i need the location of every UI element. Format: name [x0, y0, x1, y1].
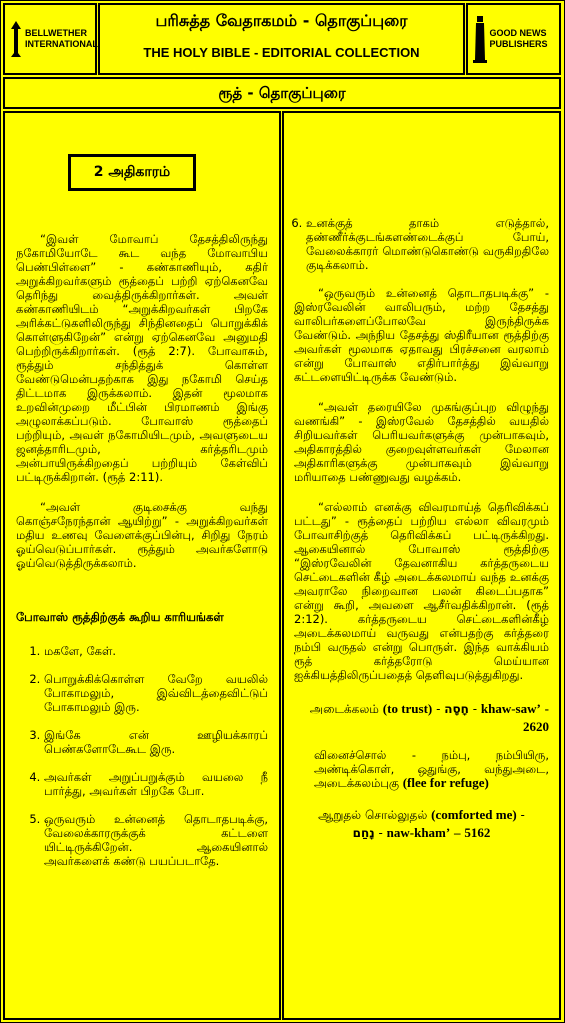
- word-english: (comforted me): [431, 807, 517, 822]
- word-study-trust: அடைக்கலம் (to trust) - חָסָה - khaw-saw’ - 2620: [309, 701, 549, 734]
- right-paragraph: “ஒருவரும் உன்னைத் தொடாதபடிக்கு” - இஸ்ரவேலின் வாலிபரும், மற்ற தேசத்து வாலிபர்களைப்போலவே இருந்திருக்க வேண்டும். அந்நிய தேசத்து ஸ்திரீயான ரூத்திற்கு அவர்கள் மூலமாக ஏதாவது பிரச்சனை வரலாம் என்று போவாஸ் எதிர்பார்த்து இவ்வாறு கட்டளையிட்டிருக்க வேண்டும்.: [294, 286, 549, 384]
- chapter-label: 2 அதிகாரம்: [68, 154, 196, 191]
- word-tamil: அடைக்கலம்: [309, 702, 379, 716]
- word-tamil: ஆறுதல் சொல்லுதல்: [318, 808, 428, 822]
- list-heading: போவாஸ் ரூத்திற்குக் கூறிய காரியங்கள்: [16, 610, 224, 624]
- strongs-number: 5162: [464, 825, 491, 840]
- strongs-number: 2620: [523, 719, 549, 734]
- bellwether-logo: [3, 3, 97, 75]
- left-logo-text: BELLWETHER INTERNATIONAL: [25, 28, 98, 49]
- list-item: 4. அவர்கள் அறுப்பறுக்கும் வயலை நீ பார்த்து, அவர்கள் பிறகே போ.: [44, 770, 268, 798]
- good-news-logo: [466, 3, 561, 75]
- word-hebrew: נָחַם: [352, 826, 375, 840]
- right-logo-text: GOOD NEWS PUBLISHERS: [489, 28, 548, 49]
- title-english: THE HOLY BIBLE - EDITORIAL COLLECTION: [143, 45, 420, 60]
- title-tamil: பரிசுத்த வேதாகமம் - தொகுப்புரை: [155, 11, 408, 30]
- list-item: 6. உனக்குத் தாகம் எடுத்தால், தண்ணீர்க்குடங்களண்டைக்குப் போய், வேலைக்காரர் மொண்டுகொண்டு வருகிறதிலே குடிக்கலாம்.: [306, 216, 549, 272]
- gramophone-icon: [9, 19, 23, 59]
- word-transliteration: khaw-saw’: [480, 701, 541, 716]
- book-subtitle: ரூத் - தொகுப்புரை: [3, 77, 561, 109]
- word-english: (to trust): [382, 701, 433, 716]
- left-paragraph: “இவள் மோவாப் தேசத்திலிருந்து நகோமியோடே கூட வந்த மோவாபிய பெண்பிள்ளை” - கண்காணியும், கதிர் அறுக்கிறவர்களும் ரூத்தைப் பற்றி ஏற்கெனவே தெரிந்து வைத்திருக்கிறார்கள். அவள் கண்காணியிடம் “அறுக்கிறவர்கள் பிறகே அரிக்கட்டுகளிலிருந்து சிந்தினதைப் பொறுக்கிக் கொள்ளுகிறேன்” என்று ஏற்கெனவே அனுமதி பெற்றிருக்கிறார்கள். (ரூத் 2:7). போவாசும், ரூத்தும் சந்தித்துக் கொள்ள வேண்டுமென்பதற்காக இது நகோமி செய்த திட்டமாக இருக்கலாம். இதன் மூலமாக உறவின்முறை மீட்பின் பிரமாணம் இங்கு அழுலாக்கப்படும். போவாஸ் ரூத்தைப் பற்றியும், அவள் நகோமியிடமும், அவளுடைய ஜனத்தாரிடமும், கர்த்தரிடமும் அன்பாயிருக்கிறதைப் பற்றியும் கேள்விப் பட்டிருக்கிறான். (ரூத் 2:11).: [16, 232, 268, 484]
- list-item: 2. பொறுக்கிக்கொள்ள வேறே வயலில் போகாமலும், இவ்விடத்தைவிட்டுப் போகாமலும் இரு.: [44, 672, 268, 714]
- word-meaning: [294, 748, 549, 790]
- word-meaning-english: (flee for refuge): [402, 775, 489, 790]
- list-item: 5. ஒருவரும் உன்னைத் தொடாதபடிக்கு, வேலைக்காரருக்குக் கட்டளை யிட்டிருக்கிறேன். ஆகையினால் அவர்களைக் கண்டு பயப்படாதே.: [44, 812, 268, 868]
- boaz-instructions-list-continued: [294, 216, 549, 272]
- left-column: [16, 232, 268, 882]
- left-paragraph: “அவள் குடிசைக்கு வந்து கொஞ்சநேரந்தான் ஆயிற்று” - அறுக்கிறவர்கள் மதிய உணவு வேளைக்குப்பின்பு, சிறிது நேரம் ஓய்வெடுப்பார்கள். ரூத்தும் அவர்களோடு ஓய்வெடுத்திருக்கலாம்.: [16, 500, 268, 570]
- word-study-comfort: ஆறுதல் சொல்லுதல் (comforted me) - נָחַם - naw-kham’ – 5162: [318, 807, 525, 840]
- word-hebrew: חָסָה: [444, 702, 469, 716]
- list-item: 3. இங்கே என் ஊழியக்காரப் பெண்களோடேகூட இரு.: [44, 728, 268, 756]
- right-column: [294, 216, 549, 854]
- word-meaning-tamil: வினைச்சொல் - நம்பு, நம்பியிரு, அண்டிக்கொள், ஒதுங்கு, வந்துஅடை, அடைக்கலம்புகு: [314, 748, 549, 790]
- list-item: 1. மகளே, கேள்.: [44, 644, 268, 658]
- right-paragraph: “அவள் தரையிலே முகங்குப்புற விழுந்து வணங்கி” - இஸ்ரவேல் தேசத்தில் வயதில் சிறியவர்கள் பெரியவர்களுக்கு முன்பாகவும், அதிகாரத்தில் குறைவுள்ளவர்கள் மேலான அதிகாரிகளுக்கு முன்பாகவும் இவ்வாறு மரியாதை பண்ணுவது வழக்கம்.: [294, 400, 549, 484]
- word-transliteration: naw-kham’: [386, 825, 451, 840]
- title-box: [98, 3, 465, 75]
- boaz-instructions-list: [16, 644, 268, 868]
- right-paragraph: “எல்லாம் எனக்கு விவரமாய்த் தெரிவிக்கப் பட்டது” - ரூத்தைப் பற்றிய எல்லா விவரமும் போவாசிற்குத் தெரிவிக்கப் பட்டிருக்கிறது. ஆகையினால் போவாஸ் ரூத்திற்கு “இஸ்ரவேலின் தேவனாகிய கர்த்தருடைய செட்டைகளின் கீழ் அடைக்கலமாய் வந்த உனக்கு அவராலே நிறைவான பலன் கிடைப்பதாக” என்று கூறி, அவளை ஆசீர்வதிக்கிறான். (ரூத் 2:12). கர்த்தருடைய செட்டைகளின்கீழ் அடைக்கலமாய் வருவது என்பதற்கு கர்த்தரை நம்பி வருதல் என்று பொருள். இந்த வாக்கியம் ரூத் கர்த்தரோடு மெய்யான ஐக்கியத்திலிருப்பதைத் தெளிவுபடுத்துகிறது.: [294, 500, 549, 682]
- lighthouse-icon: [472, 14, 488, 64]
